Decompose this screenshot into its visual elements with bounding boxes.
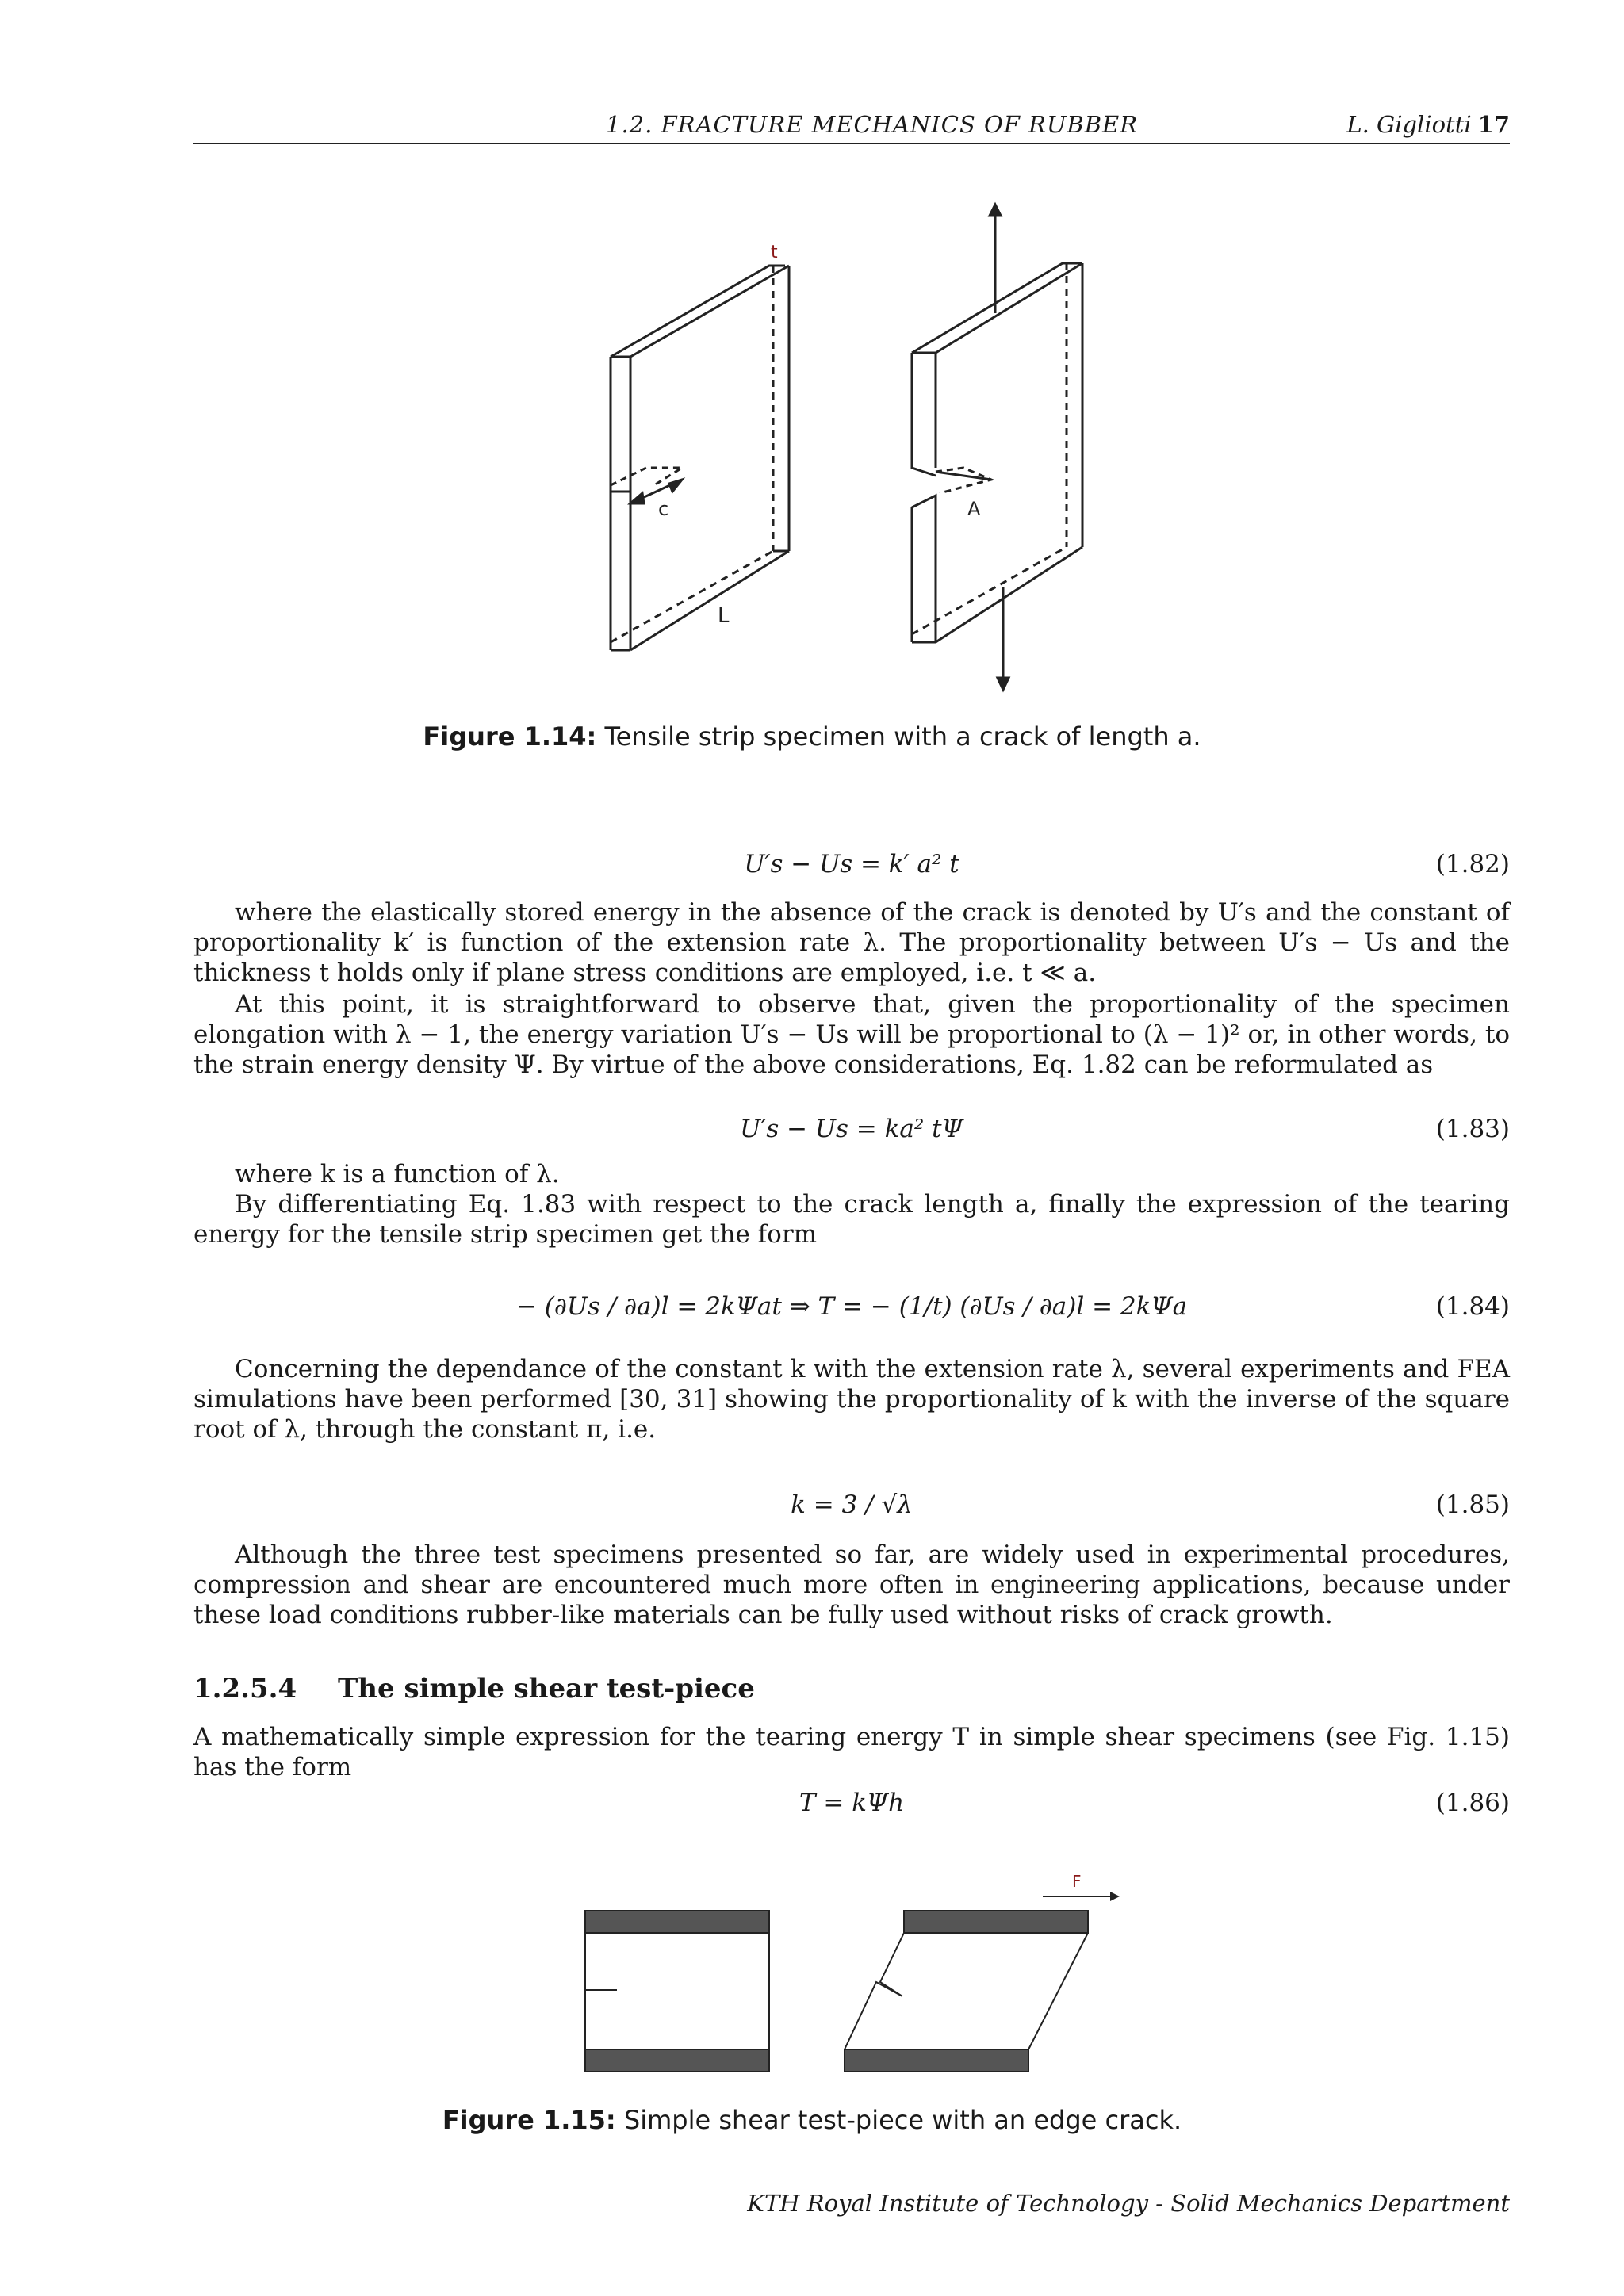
equation-number: (1.83) [1435,1115,1510,1143]
section-number: 1.2.5.4 [193,1673,297,1705]
equation-body: U′s − Us = ka² tΨ [740,1115,963,1143]
caption-label: Figure 1.14: [423,721,597,752]
equation-number: (1.86) [1435,1789,1510,1817]
paragraph: At this point, it is straightforward to observe that, given the proportionality of the specimen elongation with λ − 1, the energy variation U′s − Us will be proportional to (λ − 1)² or, in other words, to the strain energy density Ψ. By virtue of the above considerations, Eq. 1.82 can be reformulated as [193,990,1510,1079]
equation-body: U′s − Us = k′ a² t [744,850,959,878]
paragraph: By differentiating Eq. 1.83 with respect to the crack length a, finally the expression of the tearing energy for the tensile strip specimen get the form [193,1190,1510,1249]
caption-label: Figure 1.15: [442,2105,616,2135]
equation-body: − (∂Us / ∂a)l = 2kΨat ⇒ T = − (1/t) (∂Us / ∂a)l = 2kΨa [515,1292,1188,1321]
caption-text: Simple shear test-piece with an edge crack. [623,2105,1182,2135]
paragraph: where the elastically stored energy in the absence of the crack is denoted by U′s and the constant of proportionality k′ is function of the extension rate λ. The proportionality between U′s − Us and the thickness t holds only if plane stress conditions are employed, i.e. t ≪ a. [193,898,1510,987]
label-F: F [1072,1872,1082,1891]
paragraph: where k is a function of λ. [235,1160,560,1188]
equation-1-85 [193,1475,1510,1546]
equation-1-84 [193,1276,1510,1348]
equation-1-83 [193,1110,1510,1158]
author-name: L. Gigliotti [1346,111,1472,138]
section-heading [193,1673,755,1705]
equation-1-86 [193,1784,1510,1831]
paragraph: Concerning the dependance of the constant k with the extension rate λ, several experiments and FEA simulations have been performed [30, 31] showing the proportionality of k with the inverse of the square root of λ, through the constant π, i.e. [193,1355,1510,1444]
page-header [193,111,1510,144]
equation-body: k = 3 / √λ [791,1490,913,1519]
header-author [1346,111,1510,138]
paragraph: A mathematically simple expression for the tearing energy T in simple shear specimens (see Fig. 1.15) has the form [193,1723,1510,1781]
figure-1-15 [555,1863,1142,2085]
simple-shear-diagram [555,1863,1142,2085]
figure-1-14 [587,198,1126,706]
label-c: c [658,498,669,520]
equation-number: (1.85) [1435,1490,1510,1519]
label-L: L [718,604,730,628]
label-t: t [771,243,778,262]
figure-1-14-caption [0,721,1624,752]
caption-text: Tensile strip specimen with a crack of length a. [604,721,1201,752]
figure-1-15-caption [0,2105,1624,2135]
equation-body: T = kΨh [799,1789,905,1817]
equation-number: (1.82) [1435,850,1510,878]
running-title: 1.2. FRACTURE MECHANICS OF RUBBER [606,111,1139,138]
page-footer: KTH Royal Institute of Technology - Solid Mechanics Department [747,2190,1510,2217]
equation-number: (1.84) [1435,1292,1510,1321]
tensile-strip-diagram [587,198,1126,706]
section-title: The simple shear test-piece [337,1673,755,1705]
paragraph: Although the three test specimens presented so far, are widely used in experimental procedures, compression and shear are encountered much more often in engineering applications, because under these load conditions rubber-like materials can be fully used without risks of crack growth. [193,1540,1510,1629]
label-A: A [967,498,981,520]
page-number: 17 [1477,111,1510,138]
equation-1-82 [193,845,1510,893]
